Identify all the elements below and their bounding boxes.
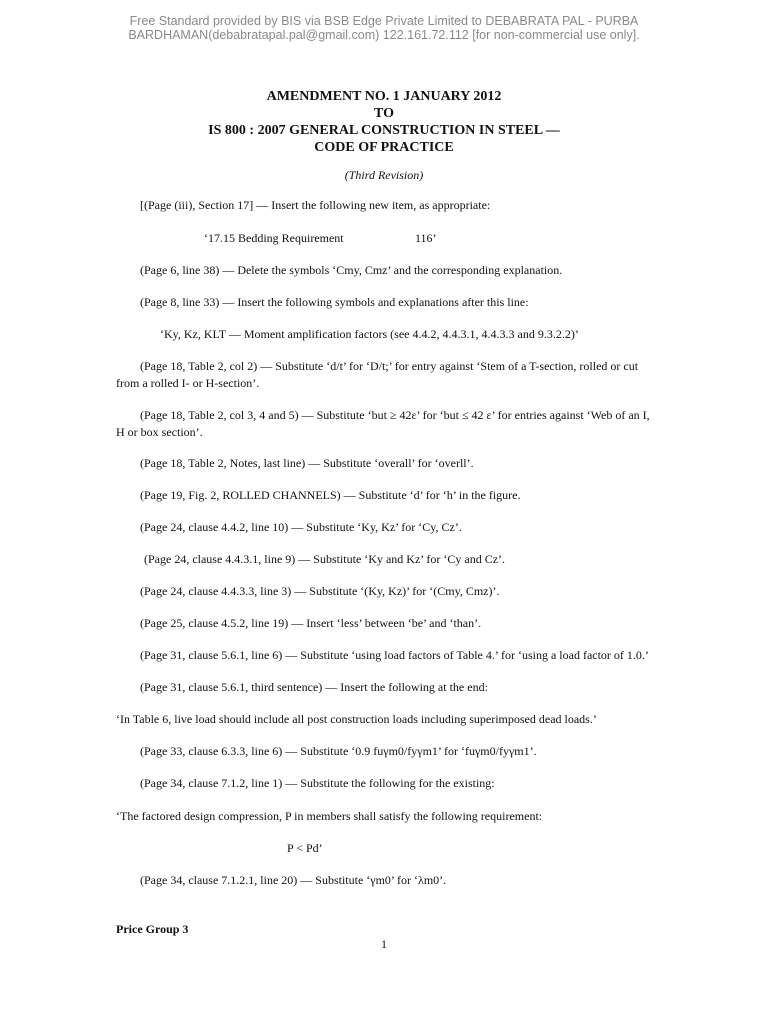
watermark (0, 14, 768, 42)
amendment-9: (Page 24, clause 4.4.3.1, line 9) — Substitute ‘Ky and Kz’ for ‘Cy and Cz’. (144, 552, 506, 566)
amendment-5-line-1: (Page 18, Table 2, col 3, 4 and 5) — Substitute ‘but ≥ 42ε’ for ‘but ≤ 42 ε’ for entries against ‘Web of an I, (140, 408, 650, 422)
title-line-2: TO (374, 106, 394, 121)
watermark-line-1: Free Standard provided by BIS via BSB Edge Private Limited to DEBABRATA PAL - PURBA (129, 14, 639, 28)
watermark-line-2: BARDHAMAN(debabratapal.pal@gmail.com) 122.161.72.112 [for non-commercial use only]. (128, 28, 640, 42)
title-line-4: CODE OF PRACTICE (314, 140, 454, 155)
document-title (0, 88, 768, 156)
amendment-2: (Page 6, line 38) — Delete the symbols ‘Cmy, Cmz’ and the corresponding explanation. (140, 263, 563, 277)
amendment-15: (Page 34, clause 7.1.2, line 1) — Substitute the following for the existing: (140, 776, 495, 790)
amendment-4-line-2: from a rolled I- or H-section’. (116, 376, 260, 390)
amendment-4-line-1: (Page 18, Table 2, col 2) — Substitute ‘d/t’ for ‘D/t;’ for entry against ‘Stem of a T-section, rolled or cut (140, 359, 639, 373)
amendment-3-formula: ‘Ky, Kz, KLT — Moment amplification factors (see 4.4.2, 4.4.3.1, 4.4.3.3 and 9.3.2.2)’ (160, 327, 579, 341)
amendment-12: (Page 31, clause 5.6.1, line 6) — Substitute ‘using load factors of Table 4.’ for ‘using a load factor of 1.0.’ (140, 648, 649, 662)
amendment-16: (Page 34, clause 7.1.2.1, line 20) — Substitute ‘γm0’ for ‘λm0’. (140, 873, 447, 887)
amendment-7: (Page 19, Fig. 2, ROLLED CHANNELS) — Substitute ‘d’ for ‘h’ in the figure. (140, 488, 521, 502)
amendment-14: (Page 33, clause 6.3.3, line 6) — Substitute ‘0.9 fuγm0/fyγm1’ for ‘fuγm0/fyγm1’. (140, 744, 537, 758)
amendment-3: (Page 8, line 33) — Insert the following symbols and explanations after this line: (140, 295, 529, 309)
amendment-5-line-2: H or box section’. (116, 425, 203, 439)
amendment-15-formula: P < Pd’ (287, 841, 323, 855)
amendment-1-item-page: 116’ (415, 231, 437, 245)
title-line-1: AMENDMENT NO. 1 JANUARY 2012 (266, 89, 502, 104)
price-group: Price Group 3 (116, 922, 189, 936)
amendment-13: (Page 31, clause 5.6.1, third sentence) — Insert the following at the end: (140, 680, 488, 694)
amendment-6: (Page 18, Table 2, Notes, last line) — Substitute ‘overall’ for ‘overll’. (140, 456, 474, 470)
amendment-10: (Page 24, clause 4.4.3.3, line 3) — Substitute ‘(Ky, Kz)’ for ‘(Cmy, Cmz)’. (140, 584, 500, 598)
amendment-13-text: ‘In Table 6, live load should include all post construction loads including superimposed dead loads.’ (116, 712, 597, 726)
amendment-15-text: ‘The factored design compression, P in members shall satisfy the following requirement: (116, 809, 543, 823)
amendment-8: (Page 24, clause 4.4.2, line 10) — Substitute ‘Ky, Kz’ for ‘Cy, Cz’. (140, 520, 462, 534)
amendment-11: (Page 25, clause 4.5.2, line 19) — Insert ‘less’ between ‘be’ and ‘than’. (140, 616, 482, 630)
amendment-1: [(Page (iii), Section 17] — Insert the following new item, as appropriate: (140, 198, 491, 212)
title-line-3: IS 800 : 2007 GENERAL CONSTRUCTION IN STEEL — (208, 123, 560, 138)
page-number: 1 (381, 937, 387, 951)
document-subtitle: (Third Revision) (344, 168, 424, 182)
amendment-1-item-label: ‘17.15 Bedding Requirement (204, 231, 344, 245)
